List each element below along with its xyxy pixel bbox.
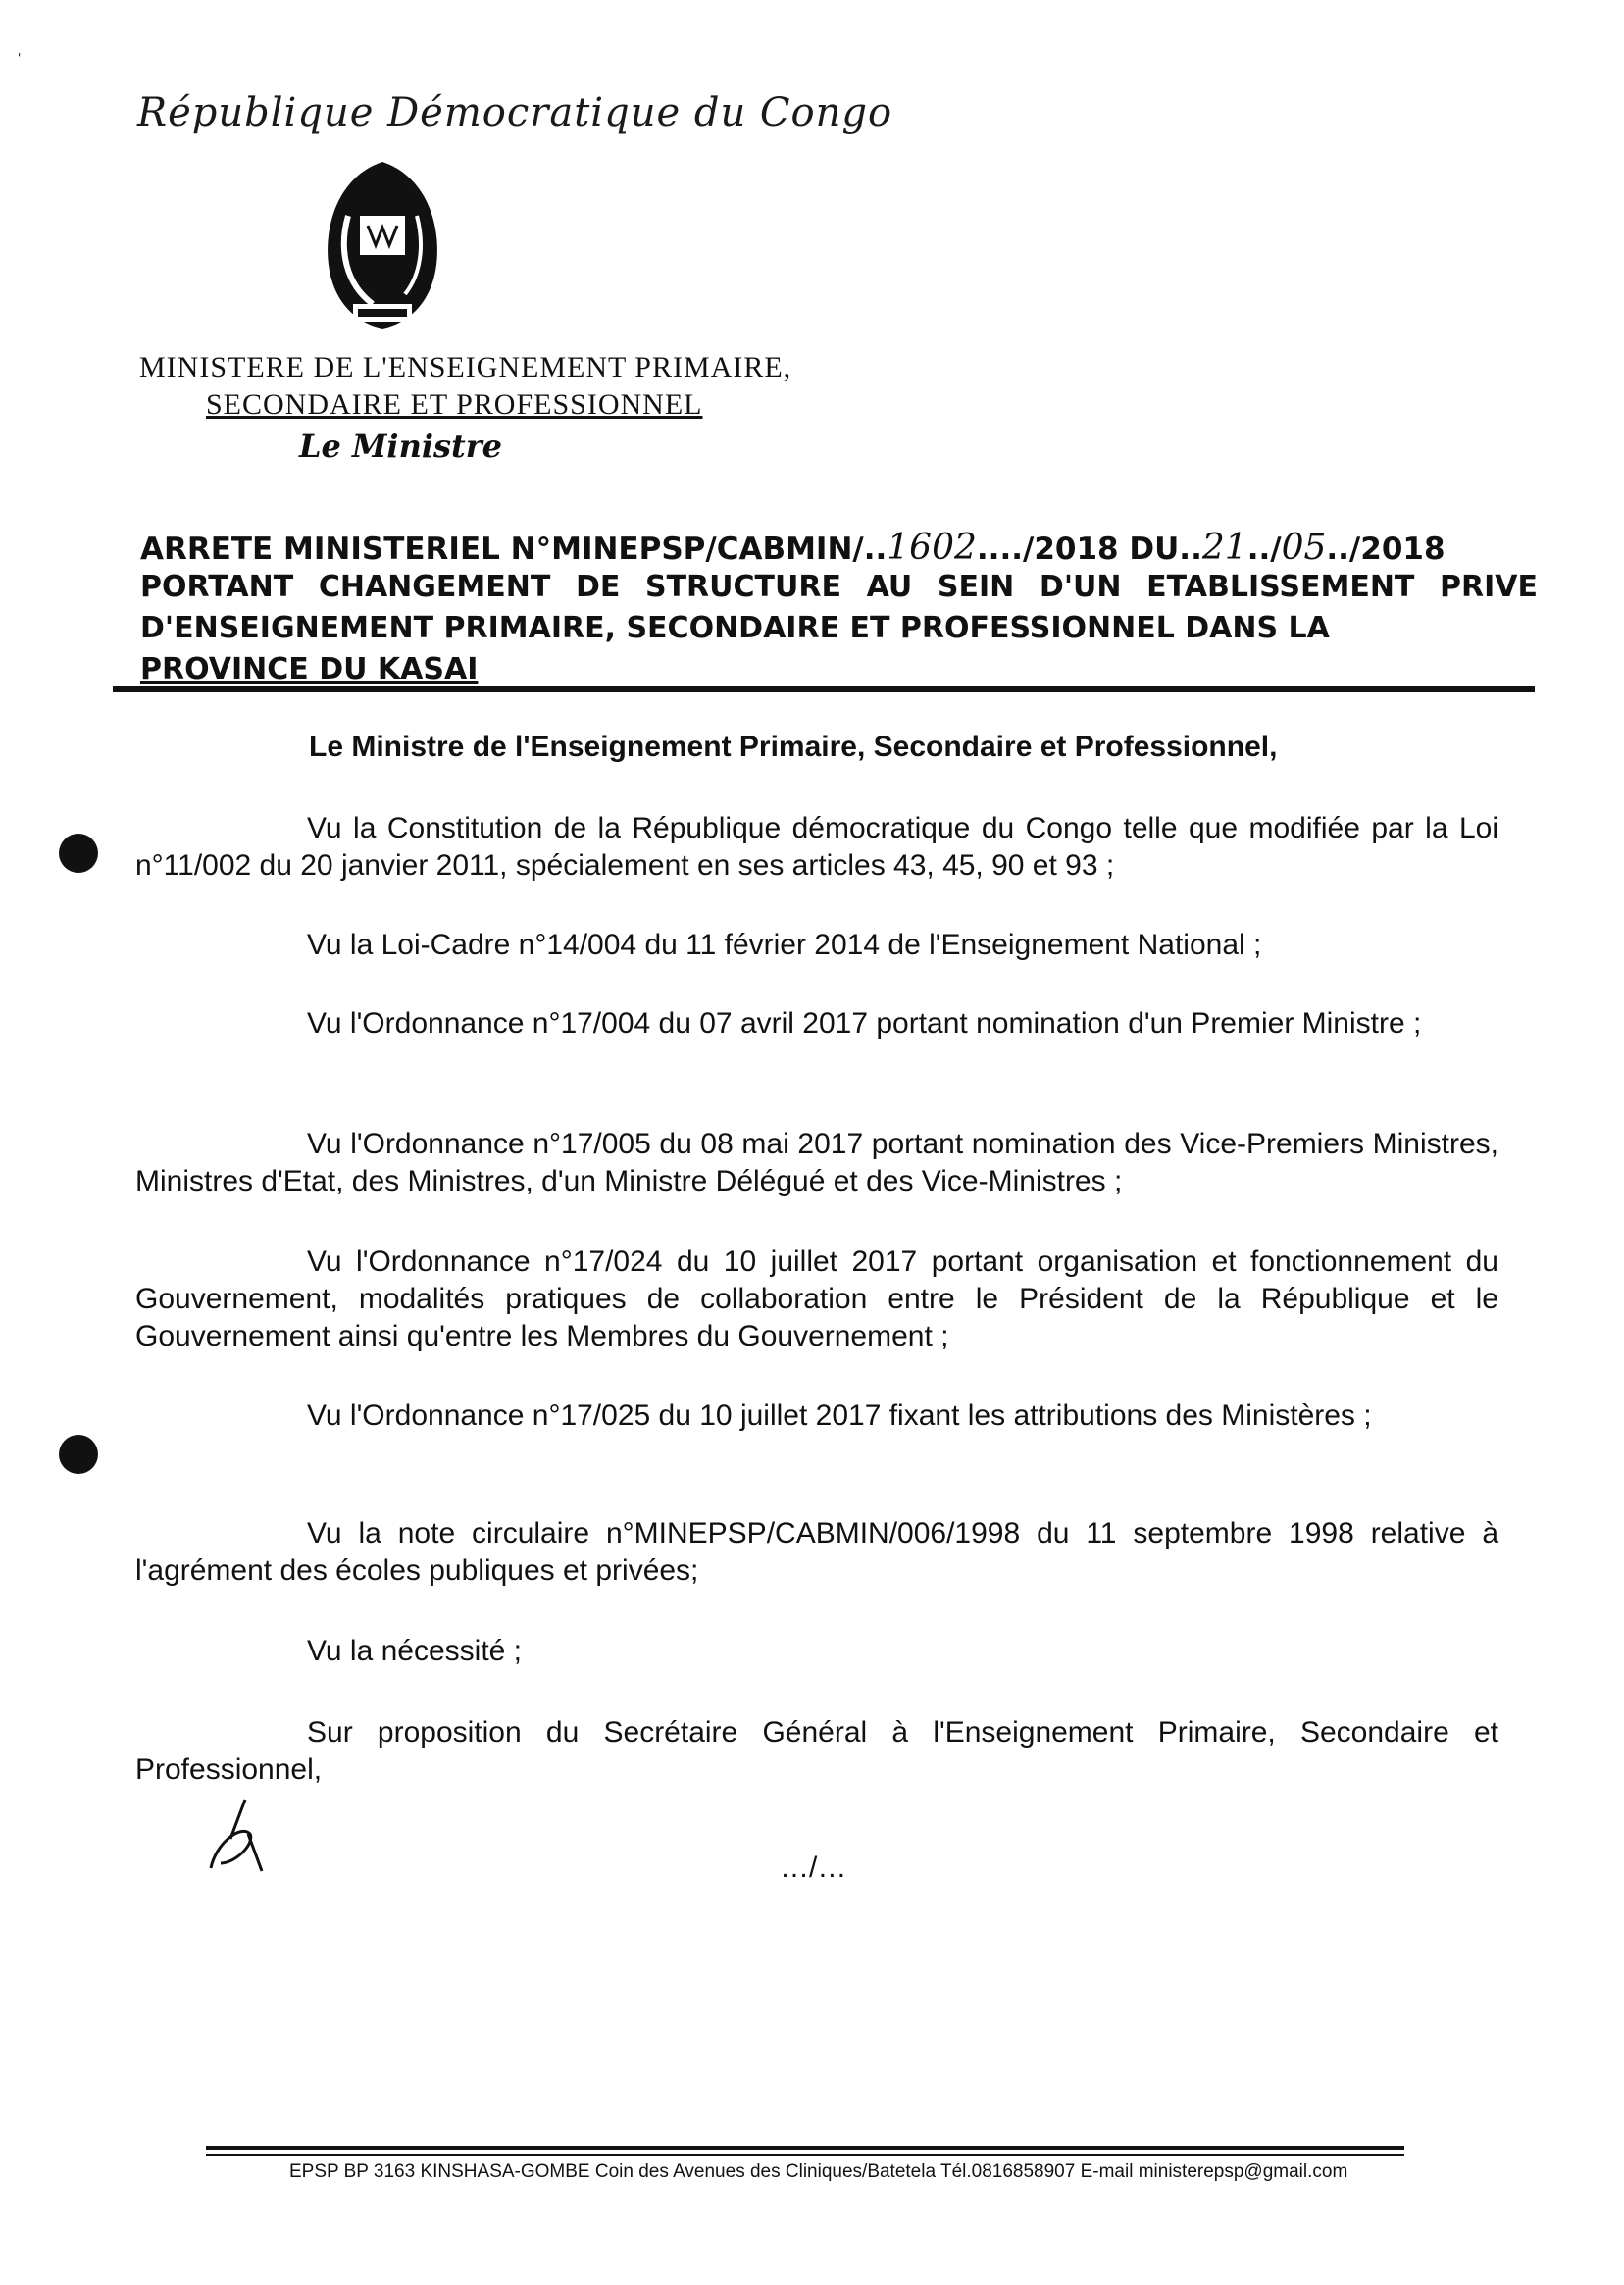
paragraph-note-circulaire bbox=[135, 1515, 1498, 1590]
minister-title: Le Ministre bbox=[299, 428, 503, 465]
header-rule bbox=[113, 686, 1535, 692]
paragraph-text: Sur proposition du Secrétaire Général à l'Enseignement Primaire, Secondaire et Professionnel, bbox=[135, 1716, 1498, 1786]
paragraph-text: Vu la Constitution de la République démocratique du Congo telle que modifiée par la Loi n°11/002 du 20 janvier 2011, spécialement en ses articles 43, 45, 90 et 93 ; bbox=[135, 812, 1498, 882]
paragraph-ordonnance-17-004 bbox=[135, 1005, 1498, 1042]
paragraph-text: Vu la Loi-Cadre n°14/004 du 11 février 2014 de l'Enseignement National ; bbox=[307, 929, 1262, 961]
ministry-name-line1: MINISTERE DE L'ENSEIGNEMENT PRIMAIRE, bbox=[139, 351, 792, 383]
decree-number-line bbox=[140, 528, 1538, 568]
drc-coat-of-arms-icon bbox=[319, 157, 446, 333]
decree-title-last: PROVINCE DU KASAI bbox=[140, 652, 479, 686]
decree-number-handwritten: 1602 bbox=[887, 528, 977, 568]
paragraph-text: Vu la note circulaire n°MINEPSP/CABMIN/006/1998 du 11 septembre 1998 relative à l'agrément des écoles publiques et privées; bbox=[135, 1517, 1498, 1587]
paragraph-loi-cadre bbox=[135, 927, 1498, 964]
republic-heading: République Démocratique du Congo bbox=[137, 90, 893, 135]
decree-month-handwritten: 05 bbox=[1281, 528, 1327, 568]
decree-day-handwritten: 21 bbox=[1201, 528, 1247, 568]
decree-suffix: ../2018 bbox=[1326, 532, 1446, 567]
paragraph-text: Vu la nécessité ; bbox=[307, 1635, 523, 1667]
intro-line: Le Ministre de l'Enseignement Primaire, Secondaire et Professionnel, bbox=[309, 731, 1278, 763]
footer-rule bbox=[206, 2154, 1404, 2156]
decree-mid: ..../2018 DU.. bbox=[976, 532, 1202, 567]
footer-address: EPSP BP 3163 KINSHASA-GOMBE Coin des Avenues des Cliniques/Batetela Tél.0816858907 E-mail ministerepsp@gmail.com bbox=[289, 2161, 1348, 2182]
paragraph-ordonnance-17-024 bbox=[135, 1244, 1498, 1355]
ministry-name-line2: SECONDAIRE ET PROFESSIONNEL bbox=[206, 388, 703, 421]
paragraph-necessite bbox=[135, 1633, 1498, 1670]
corner-mark: ' bbox=[18, 51, 22, 65]
paragraph-ordonnance-17-005 bbox=[135, 1126, 1498, 1200]
continuation-mark: …/… bbox=[780, 1852, 847, 1884]
initials-signature bbox=[201, 1795, 270, 1873]
paragraph-text: Vu l'Ordonnance n°17/025 du 10 juillet 2017 fixant les attributions des Ministères ; bbox=[307, 1399, 1372, 1432]
decree-title-text: PORTANT CHANGEMENT DE STRUCTURE AU SEIN D'UN ETABLISSEMENT PRIVE D'ENSEIGNEMENT PRIMAIRE, SECONDAIRE ET PROFESSIONNEL DANS LA bbox=[140, 570, 1538, 645]
paragraph-text: Vu l'Ordonnance n°17/024 du 10 juillet 2017 portant organisation et fonctionnement du Gouvernement, modalités pratiques de collaboration entre le Président de la République et le Gouvernement ainsi qu'entre les Membres du Gouvernement ; bbox=[135, 1245, 1498, 1352]
decree-prefix: ARRETE MINISTERIEL N°MINEPSP/CABMIN/.. bbox=[140, 532, 888, 567]
paragraph-proposition bbox=[135, 1714, 1498, 1789]
footer-rule bbox=[206, 2146, 1404, 2150]
punch-hole-dot bbox=[59, 1435, 98, 1474]
paragraph-text: Vu l'Ordonnance n°17/005 du 08 mai 2017 portant nomination des Vice-Premiers Ministres, Ministres d'Etat, des Ministres, d'un Ministre Délégué et des Vice-Ministres ; bbox=[135, 1128, 1498, 1197]
decree-sep: ../ bbox=[1246, 532, 1282, 567]
punch-hole-dot bbox=[59, 834, 98, 873]
decree-title bbox=[140, 567, 1538, 690]
paragraph-ordonnance-17-025 bbox=[135, 1397, 1498, 1435]
paragraph-text: Vu l'Ordonnance n°17/004 du 07 avril 2017 portant nomination d'un Premier Ministre ; bbox=[307, 1007, 1422, 1040]
paragraph-constitution bbox=[135, 810, 1498, 885]
